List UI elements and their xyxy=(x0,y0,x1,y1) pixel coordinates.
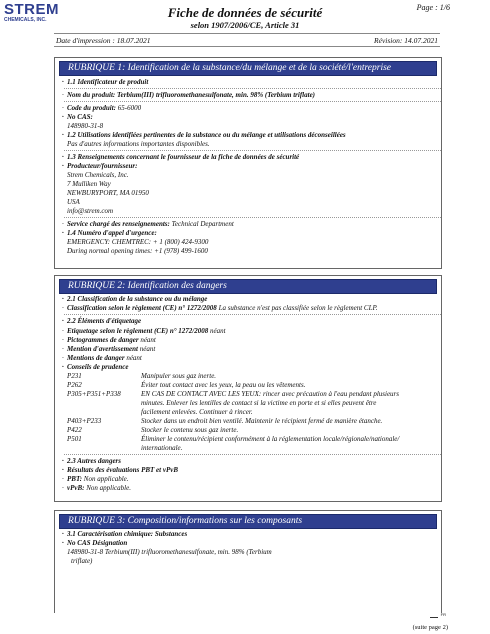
substance-entry: 148980-31-8 Terbium(III) trifluoromethanesulfonate, min. 98% (Terbium xyxy=(67,548,272,556)
address-line: Strem Chemicals, Inc. xyxy=(67,171,129,179)
hazard-statements-row xyxy=(67,354,142,362)
p-statement: facilement enlevées. Continuer à rincer. xyxy=(141,408,253,416)
labelling-label: Etiquetage selon le règlement (CE) n° 1272/2008 xyxy=(67,327,209,335)
subsection-3-1: · 3.1 Caractérisation chimique: Substances xyxy=(67,530,187,538)
p-statement: Stocker le contenu sous gaz inerte. xyxy=(141,426,239,434)
pictograms-value: néant xyxy=(140,336,156,344)
subsection-2-2: · 2.2 Éléments d'étiquetage xyxy=(67,317,141,325)
p-statement: Éliminer le contenu/récipient conformément à la réglementation locale/régionale/nationale/ xyxy=(141,435,400,443)
product-name-row xyxy=(67,91,315,99)
pbt-value: Non applicable. xyxy=(83,475,129,483)
opening-hours-phone: During normal opening times: +1 (978) 499-1600 xyxy=(67,247,208,255)
signal-word-row xyxy=(67,345,155,353)
service-label: Service chargé des renseignements: xyxy=(67,220,170,228)
p-code: P231 xyxy=(67,372,82,380)
section-2-title: RUBRIQUE 2: Identification des dangers xyxy=(68,281,227,291)
separator xyxy=(64,454,441,455)
logo-subtext: CHEMICALS, INC. xyxy=(4,17,47,23)
p-statement: internationale. xyxy=(141,444,183,452)
service-row xyxy=(67,220,234,228)
section-3-header xyxy=(59,514,437,529)
classification-row xyxy=(67,304,378,312)
document-title: Fiche de données de sécurité xyxy=(167,5,323,20)
continued-on-page: (suite page 2) xyxy=(412,624,448,631)
precautionary-label: · Conseils de prudence xyxy=(67,363,128,371)
hazard-statements-label: Mentions de danger xyxy=(67,354,125,362)
subsection-1-1: · 1.1 Identificateur de produit xyxy=(67,78,148,86)
subsection-1-4: · 1.4 Numéro d'appel d'urgence: xyxy=(67,229,157,237)
section-3 xyxy=(54,510,442,613)
section-1 xyxy=(54,57,442,269)
p-statement: EN CAS DE CONTACT AVEC LES YEUX: rincer avec précaution à l'eau pendant plusieurs xyxy=(141,390,399,398)
separator xyxy=(64,88,441,89)
section-1-title: RUBRIQUE 1: Identification de la substance/du mélange et de la société/l'entreprise xyxy=(68,63,392,73)
p-statement: minutes. Enlever les lentilles de contact si la victime en porte et si elles peuvent être xyxy=(141,399,377,407)
cas-label: · No CAS: xyxy=(67,113,93,121)
classification-value: La substance n'est pas classifiée selon le règlement CLP. xyxy=(218,304,378,312)
cas-value: 148980-31-8 xyxy=(67,122,104,130)
revision-date: Révision: 14.07.2021 xyxy=(374,36,438,45)
meta-divider xyxy=(54,46,440,47)
section-1-header xyxy=(59,61,437,76)
print-date: Date d'impression : 18.07.2021 xyxy=(56,36,151,45)
vpvb-label: vPvB: xyxy=(67,484,85,492)
product-name-label: Nom du produit: xyxy=(67,91,116,99)
subsection-1-2: · 1.2 Utilisations identifiées pertinentes de la substance ou du mélange et utilisations déconseillées xyxy=(67,131,346,139)
p-code: P501 xyxy=(67,435,82,443)
separator xyxy=(64,101,441,102)
p-statement: Éviter tout contact avec les yeux, la peau ou les vêtements. xyxy=(141,381,306,389)
separator xyxy=(64,314,441,315)
header-divider xyxy=(54,33,440,34)
product-name-value: Terbium(III) trifluoromethanesulfonate, min. 98% (Terbium triflate) xyxy=(116,91,316,99)
labelling-value: néant xyxy=(210,327,226,335)
substance-entry-cont: triflate) xyxy=(71,557,93,565)
address-line: USA xyxy=(67,198,80,206)
section-3-title: RUBRIQUE 3: Composition/informations sur les composants xyxy=(68,516,303,526)
cas-designation-header: · No CAS Désignation xyxy=(67,539,127,547)
uses-text: Pas d'autres informations importantes disponibles. xyxy=(67,140,210,148)
p-statement: Stocker dans un endroit bien ventilé. Maintenir le récipient fermé de manière étanche. xyxy=(141,417,383,425)
pictograms-row xyxy=(67,336,156,344)
pbt-row xyxy=(67,475,129,483)
separator xyxy=(64,150,441,151)
product-code-row xyxy=(67,104,141,112)
section-2-header xyxy=(59,279,437,294)
p-code: P403+P233 xyxy=(67,417,102,425)
vpvb-value: Non applicable. xyxy=(86,484,131,492)
email-address: info@strem.com xyxy=(67,207,114,215)
p-code: P262 xyxy=(67,381,82,389)
emergency-phone: EMERGENCY: CHEMTREC: + 1 (800) 424-9300 xyxy=(67,238,209,246)
address-line: NEWBURYPORT, MA 01950 xyxy=(67,189,149,197)
hazard-statements-value: néant xyxy=(126,354,142,362)
subsection-2-1: · 2.1 Classification de la substance ou du mélange xyxy=(67,295,207,303)
subsection-1-3: · 1.3 Renseignements concernant le fournisseur de la fiche de données de sécurité xyxy=(67,153,299,161)
continuation-mark xyxy=(430,617,438,618)
p-code: P422 xyxy=(67,426,82,434)
page-number: Page : 1/6 xyxy=(416,3,450,12)
vpvb-row xyxy=(67,484,131,492)
subsection-2-3: · 2.3 Autres dangers xyxy=(67,457,121,465)
separator xyxy=(64,217,441,218)
pictograms-label: Pictogrammes de danger xyxy=(67,336,139,344)
product-code-label: Code du produit: xyxy=(67,104,117,112)
service-value: Technical Department xyxy=(171,220,234,228)
product-code-value: 65-6000 xyxy=(117,104,142,112)
document-subtitle: selon 1907/2006/CE, Article 31 xyxy=(190,20,300,30)
pbt-label: PBT: xyxy=(67,475,83,483)
signal-word-label: Mention d'avertissement xyxy=(67,345,138,353)
pbt-title: · Résultats des évaluations PBT et vPvB xyxy=(67,466,178,474)
footer-mark: FR xyxy=(440,612,446,617)
p-statement: Manipuler sous gaz inerte. xyxy=(141,372,217,380)
labelling-row xyxy=(67,327,226,335)
address-line: 7 Mulliken Way xyxy=(67,180,111,188)
producer-label: · Producteur/fournisseur: xyxy=(67,162,137,170)
p-code: P305+P351+P338 xyxy=(67,390,121,398)
signal-word-value: néant xyxy=(139,345,156,353)
logo-text: STREM xyxy=(4,1,59,18)
section-2 xyxy=(54,275,442,502)
classification-label: Classification selon le règlement (CE) n° 1272/2008 xyxy=(67,304,217,312)
